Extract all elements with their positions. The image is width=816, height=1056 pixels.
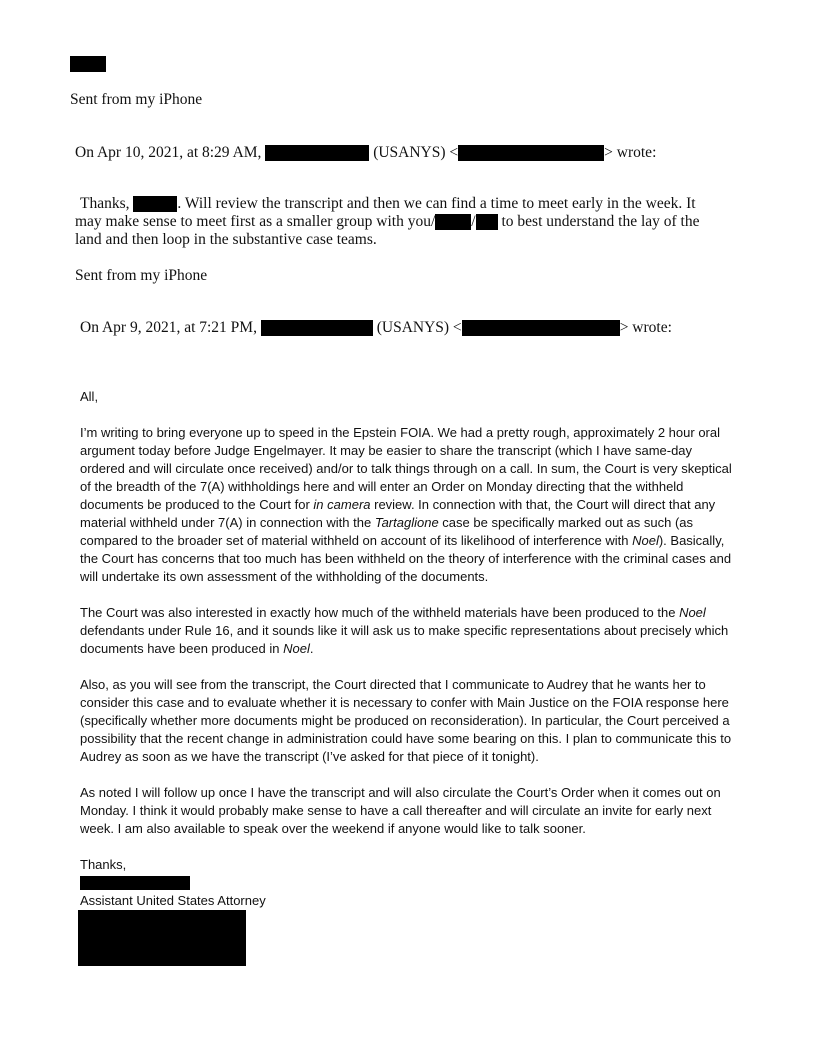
p1-italic-tartaglione: Tartaglione	[374, 515, 439, 530]
reply-1-intro	[75, 144, 656, 162]
redaction-reply-1-email	[458, 145, 604, 161]
p1-italic-in-camera: in camera	[313, 497, 371, 512]
redaction-reply-1-person-b	[476, 214, 498, 230]
message-paragraph-4: As noted I will follow up once I have the transcript and will also circulate the Court’s Order when it comes out on Monday. I think it would probably make sense to have a call thereafter and will circulate an invite for early next week. I am also available to speak over the weekend if anyone would like to talk sooner.	[80, 785, 721, 836]
reply-1-body-line-2-slash: /	[471, 213, 476, 230]
redaction-reply-1-person-a	[435, 214, 471, 230]
message-paragraph-2	[80, 604, 740, 658]
reply-1-body-line-2-a: may make sense to meet first as a smaller group with you/	[75, 213, 436, 230]
reply-1-intro-suffix: > wrote:	[604, 144, 657, 161]
redaction-reply-1-recipient	[133, 196, 177, 212]
reply-2-intro-org: (USANYS) <	[376, 319, 462, 336]
reply-1-thanks: Thanks,	[80, 195, 130, 212]
p1-italic-noel: Noel	[632, 533, 659, 548]
message-signoff: Thanks,	[80, 857, 127, 872]
p2-italic-noel-2: Noel	[283, 641, 310, 656]
reply-1-body-line-2	[75, 213, 700, 231]
redaction-reply-2-name	[261, 320, 373, 336]
message-paragraph-1	[80, 424, 740, 586]
p2-text-c: .	[309, 641, 314, 656]
p1-text-a: I’m writing to bring everyone up to speed in the Epstein FOIA. We had a pretty rough, approximately 2 hour oral argument today before Judge Engelmayer. It may be easier to share the transcript (which I have same-day ordered and will circulate once received) and/or to talk things through on a call. In sum, the Court is very skeptical of the breadth of the 7(A) withholdings here and will enter an Order on Monday directing that the withheld documents be produced to the Court for	[80, 425, 732, 512]
message-greeting: All,	[80, 389, 99, 404]
redaction-signature-contact	[78, 910, 246, 966]
message-paragraph-3: Also, as you will see from the transcript, the Court directed that I communicate to Audrey that he wants her to consider this case and to evaluate whether it is necessary to confer with Main Justice on the FOIA response here (specifically whether more documents might be produced on reconsideration). In particular, the Court perceived a possibility that the recent change in administration could have some bearing on this. I plan to communicate this to Audrey as soon as we have the transcript (I’ve asked for that piece of it tonight).	[80, 677, 732, 764]
p1-text-c: case be specifically marked out as such (as compared to the broader set of material withheld on account of its likelihood of interference with	[80, 515, 694, 548]
signature-title: Assistant United States Attorney	[80, 893, 266, 908]
reply-1-body-line-2-c: to best understand the lay of the	[497, 213, 700, 230]
redaction-sender-name	[70, 56, 106, 72]
p2-text-b: defendants under Rule 16, and it sounds like it will ask us to make specific representations about precisely which documents have been produced in	[80, 623, 729, 656]
sent-from-iphone-1: Sent from my iPhone	[70, 91, 203, 108]
redaction-reply-2-email	[462, 320, 620, 336]
p2-text-a: The Court was also interested in exactly how much of the withheld materials have been produced to the	[80, 605, 680, 620]
redaction-reply-1-name	[265, 145, 369, 161]
reply-1-body-line-3: land and then loop in the substantive case teams.	[75, 231, 377, 248]
reply-2-intro-prefix: On Apr 9, 2021, at 7:21 PM,	[80, 319, 257, 336]
reply-1-intro-org: (USANYS) <	[373, 144, 459, 161]
reply-2-intro	[80, 319, 672, 337]
p1-text-b: review. In connection with that, the Court will direct that any material withheld under 7(A) in connection with the	[80, 497, 716, 530]
p1-text-d: ). Basically, the Court has concerns that too much has been withheld on the theory of interference with the criminal cases and will undertake its own assessment of the withholding of the documents.	[80, 533, 732, 584]
reply-1-intro-prefix: On Apr 10, 2021, at 8:29 AM,	[75, 144, 262, 161]
reply-2-intro-suffix: > wrote:	[619, 319, 672, 336]
reply-1-body-line-1-rest: . Will review the transcript and then we can find a time to meet early in the week. It	[177, 195, 696, 212]
redaction-signature-name	[80, 876, 190, 890]
sent-from-iphone-2: Sent from my iPhone	[75, 267, 208, 284]
p2-italic-noel-1: Noel	[679, 605, 706, 620]
reply-1-body-line-1	[80, 195, 696, 213]
